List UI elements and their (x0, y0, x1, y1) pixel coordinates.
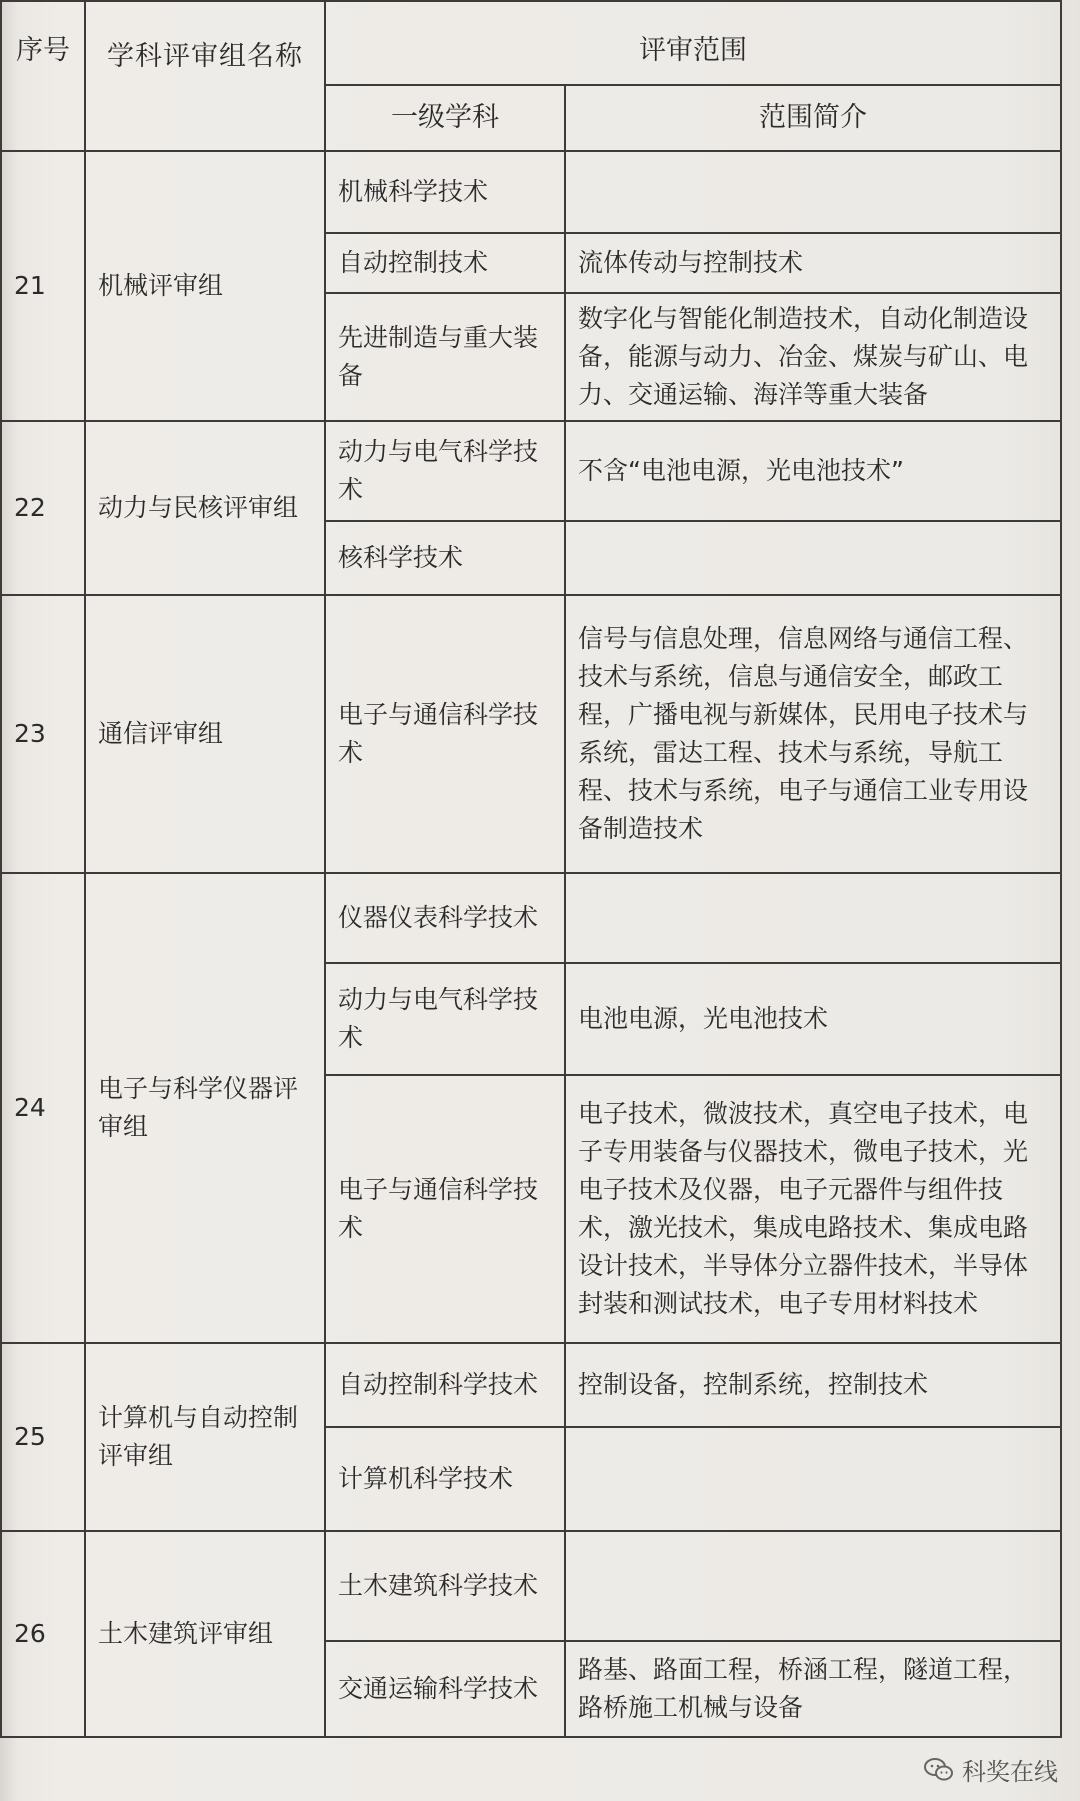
brief-cell (565, 1427, 1061, 1531)
wechat-icon (924, 1757, 954, 1783)
brief-cell (565, 1531, 1061, 1641)
row-seq-24: 24 (1, 873, 85, 1343)
brief-cell: 电子技术，微波技术，真空电子技术，电子专用装备与仪器技术，微电子技术，光电子技术及仪器，电子元器件与组件技术，激光技术，集成电路技术、集成电路设计技术，半导体分立器件技术，半导体封装和测试技术，电子专用材料技术 (565, 1075, 1061, 1343)
discipline-cell: 交通运输科学技术 (325, 1641, 565, 1737)
discipline-cell: 计算机科学技术 (325, 1427, 565, 1531)
discipline-cell: 仪器仪表科学技术 (325, 873, 565, 963)
row-seq-26: 26 (1, 1531, 85, 1737)
row-group-21: 机械评审组 (85, 151, 325, 421)
row-group-23: 通信评审组 (85, 595, 325, 873)
discipline-cell: 机械科学技术 (325, 151, 565, 233)
brief-cell: 控制设备，控制系统，控制技术 (565, 1343, 1061, 1427)
header-group: 学科评审组名称 (85, 1, 325, 151)
row-seq-22: 22 (1, 421, 85, 595)
row-group-25: 计算机与自动控制评审组 (85, 1343, 325, 1531)
brief-cell: 数字化与智能化制造技术，自动化制造设备，能源与动力、冶金、煤炭与矿山、电力、交通运输、海洋等重大装备 (565, 293, 1061, 421)
header-scope: 评审范围 (325, 1, 1061, 85)
header-brief: 范围简介 (565, 85, 1061, 151)
discipline-cell: 自动控制科学技术 (325, 1343, 565, 1427)
brief-cell (565, 521, 1061, 595)
row-seq-21: 21 (1, 151, 85, 421)
brief-cell: 不含“电池电源，光电池技术” (565, 421, 1061, 521)
discipline-cell: 动力与电气科学技术 (325, 963, 565, 1075)
discipline-cell: 电子与通信科学技术 (325, 595, 565, 873)
watermark (924, 1752, 1058, 1787)
row-group-24: 电子与科学仪器评审组 (85, 873, 325, 1343)
discipline-cell: 电子与通信科学技术 (325, 1075, 565, 1343)
row-seq-25: 25 (1, 1343, 85, 1531)
discipline-cell: 自动控制技术 (325, 233, 565, 293)
brief-cell: 电池电源，光电池技术 (565, 963, 1061, 1075)
discipline-cell: 先进制造与重大装备 (325, 293, 565, 421)
brief-cell (565, 873, 1061, 963)
discipline-cell: 动力与电气科学技术 (325, 421, 565, 521)
discipline-cell: 土木建筑科学技术 (325, 1531, 565, 1641)
brief-cell: 信号与信息处理，信息网络与通信工程、技术与系统，信息与通信安全，邮政工程，广播电视与新媒体，民用电子技术与系统，雷达工程、技术与系统，导航工程、技术与系统，电子与通信工业专用设备制造技术 (565, 595, 1061, 873)
discipline-cell: 核科学技术 (325, 521, 565, 595)
header-discipline: 一级学科 (325, 85, 565, 151)
row-group-26: 土木建筑评审组 (85, 1531, 325, 1737)
row-group-22: 动力与民核评审组 (85, 421, 325, 595)
brief-cell: 流体传动与控制技术 (565, 233, 1061, 293)
brief-cell: 路基、路面工程，桥涵工程，隧道工程，路桥施工机械与设备 (565, 1641, 1061, 1737)
watermark-text: 科奖在线 (962, 1758, 1058, 1786)
brief-cell (565, 151, 1061, 233)
header-seq: 序号 (1, 1, 85, 151)
row-seq-23: 23 (1, 595, 85, 873)
